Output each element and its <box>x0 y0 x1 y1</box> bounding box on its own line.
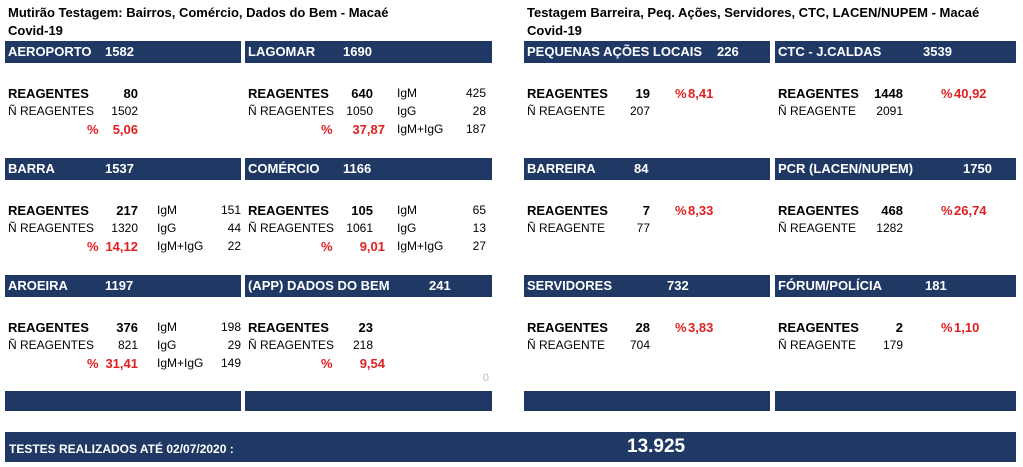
nao-reagentes-label: Ñ REAGENTE <box>527 104 606 118</box>
panel-total: 732 <box>667 278 689 293</box>
reagentes-label: REAGENTES <box>778 86 859 101</box>
igm-value: 151 <box>220 203 241 217</box>
panel-total: 1537 <box>105 161 134 176</box>
reagentes-value: 376 <box>116 320 138 335</box>
igm-label: IgM <box>157 320 178 334</box>
nao-reagentes-value: 1061 <box>346 221 373 235</box>
nao-reagentes-value: 218 <box>352 338 373 352</box>
panel-name: BARRA <box>8 161 55 176</box>
percent-value: 5,06 <box>112 122 138 137</box>
panel-header <box>5 158 241 180</box>
reagentes-value: 640 <box>351 86 373 101</box>
panel-total: 1197 <box>105 278 134 293</box>
percent-symbol: % <box>675 203 687 218</box>
nao-reagentes-label: Ñ REAGENTES <box>248 104 335 118</box>
panel-name: BARREIRA <box>527 161 596 176</box>
nao-reagentes-value: 704 <box>629 338 650 352</box>
percent-symbol: % <box>321 122 333 137</box>
right-title: Testagem Barreira, Peq. Ações, Servidores, CTC, LACEN/NUPEM - Macaé <box>527 5 980 20</box>
nao-reagentes-label: Ñ REAGENTE <box>527 221 606 235</box>
percent-value: 8,41 <box>688 86 714 101</box>
nao-reagentes-value: 1502 <box>111 104 138 118</box>
igg-label: IgG <box>397 104 417 118</box>
panel-ctc-j-caldas <box>775 41 1016 153</box>
total-bar <box>5 432 1016 462</box>
panel-com-rcio <box>245 158 492 270</box>
panel-header <box>524 275 770 297</box>
percent-symbol: % <box>321 356 333 371</box>
igg-label: IgG <box>397 221 417 235</box>
panel-total: 3539 <box>923 44 952 59</box>
reagentes-value: 2 <box>895 320 903 335</box>
right-subtitle: Covid-19 <box>527 23 582 38</box>
left-subtitle: Covid-19 <box>8 23 63 38</box>
reagentes-label: REAGENTES <box>248 203 329 218</box>
reagentes-label: REAGENTES <box>778 320 859 335</box>
percent-value: 31,41 <box>105 356 138 371</box>
nao-reagentes-label: Ñ REAGENTES <box>8 104 95 118</box>
panel-name: (APP) DADOS DO BEM <box>248 278 390 293</box>
igm-igg-value: 27 <box>472 239 486 253</box>
igg-label: IgG <box>157 221 177 235</box>
panel-app-dados-do-bem <box>245 275 492 387</box>
percent-value: 9,54 <box>359 356 385 371</box>
igg-label: IgG <box>157 338 177 352</box>
panel-name: AEROPORTO <box>8 44 92 59</box>
percent-symbol: % <box>87 356 99 371</box>
reagentes-label: REAGENTES <box>248 86 329 101</box>
panel-header <box>775 158 1016 180</box>
panel-total: 181 <box>925 278 947 293</box>
panel-header <box>775 275 1016 297</box>
panel-total: 1690 <box>343 44 372 59</box>
nao-reagentes-label: Ñ REAGENTE <box>778 338 857 352</box>
nao-reagentes-label: Ñ REAGENTES <box>248 338 335 352</box>
percent-value: 1,10 <box>954 320 980 335</box>
reagentes-label: REAGENTES <box>527 203 608 218</box>
reagentes-label: REAGENTES <box>8 203 89 218</box>
percent-symbol: % <box>675 320 687 335</box>
panel-pequenas-a-es-locais <box>524 41 770 153</box>
igm-value: 65 <box>472 203 486 217</box>
nao-reagentes-label: Ñ REAGENTES <box>8 221 95 235</box>
percent-value: 3,83 <box>688 320 714 335</box>
percent-value: 37,87 <box>352 122 385 137</box>
igm-igg-value: 22 <box>227 239 241 253</box>
panel-header <box>245 275 492 297</box>
nao-reagentes-value: 179 <box>882 338 903 352</box>
percent-symbol: % <box>675 86 687 101</box>
panel-header <box>524 41 770 63</box>
panel-aroeira <box>5 275 241 387</box>
panel-lagomar <box>245 41 492 153</box>
panel-name: SERVIDORES <box>527 278 613 293</box>
footer-bar-1 <box>5 391 241 411</box>
igm-igg-label: IgM+IgG <box>157 239 204 253</box>
percent-symbol: % <box>321 239 333 254</box>
panel-name: PEQUENAS AÇÕES LOCAIS <box>527 44 703 59</box>
nao-reagentes-value: 821 <box>117 338 138 352</box>
reagentes-value: 28 <box>635 320 650 335</box>
nao-reagentes-value: 77 <box>636 221 650 235</box>
footer-bar-3 <box>524 391 770 411</box>
igm-igg-label: IgM+IgG <box>397 239 444 253</box>
percent-value: 9,01 <box>359 239 385 254</box>
igm-label: IgM <box>397 203 418 217</box>
nao-reagentes-label: Ñ REAGENTE <box>778 221 857 235</box>
igg-value: 28 <box>472 104 486 118</box>
nao-reagentes-label: Ñ REAGENTE <box>527 338 606 352</box>
total-value: 13.925 <box>627 436 686 457</box>
total-label: TESTES REALIZADOS ATÉ 02/07/2020 : <box>9 442 234 456</box>
left-title: Mutirão Testagem: Bairros, Comércio, Dados do Bem - Macaé <box>8 5 389 20</box>
reagentes-value: 217 <box>116 203 138 218</box>
reagentes-value: 23 <box>358 320 373 335</box>
igg-value: 29 <box>227 338 241 352</box>
reagentes-value: 105 <box>351 203 373 218</box>
panel-header <box>524 158 770 180</box>
panel-total: 1582 <box>105 44 134 59</box>
percent-value: 26,74 <box>954 203 987 218</box>
reagentes-label: REAGENTES <box>527 320 608 335</box>
reagentes-label: REAGENTES <box>248 320 329 335</box>
panel-name: PCR (LACEN/NUPEM) <box>778 161 914 176</box>
reagentes-value: 1448 <box>874 86 903 101</box>
panel-total: 1166 <box>343 161 372 176</box>
footer-bar-4 <box>775 391 1016 411</box>
igg-value: 13 <box>472 221 486 235</box>
reagentes-value: 80 <box>123 86 138 101</box>
reagentes-value: 7 <box>642 203 650 218</box>
nao-reagentes-label: Ñ REAGENTES <box>8 338 95 352</box>
panel-servidores <box>524 275 770 387</box>
reagentes-label: REAGENTES <box>527 86 608 101</box>
percent-value: 14,12 <box>105 239 138 254</box>
igm-igg-value: 149 <box>220 356 241 370</box>
nao-reagentes-value: 1050 <box>346 104 373 118</box>
reagentes-value: 19 <box>635 86 650 101</box>
panel-total: 84 <box>634 161 649 176</box>
footer-bar-2 <box>245 391 492 411</box>
panel-header <box>245 158 492 180</box>
reagentes-label: REAGENTES <box>778 203 859 218</box>
panel-header <box>245 41 492 63</box>
panel-barreira <box>524 158 770 270</box>
percent-value: 8,33 <box>688 203 714 218</box>
igm-label: IgM <box>157 203 178 217</box>
igm-igg-label: IgM+IgG <box>397 122 444 136</box>
igm-igg-value: 187 <box>465 122 486 136</box>
panel-name: LAGOMAR <box>248 44 316 59</box>
panel-header <box>775 41 1016 63</box>
panel-total: 241 <box>429 278 451 293</box>
panel-pcr-lacen-nupem <box>775 158 1016 270</box>
panel-aeroporto <box>5 41 241 153</box>
percent-symbol: % <box>941 86 953 101</box>
percent-symbol: % <box>87 239 99 254</box>
igm-igg-label: IgM+IgG <box>157 356 204 370</box>
igm-label: IgM <box>397 86 418 100</box>
percent-symbol: % <box>87 122 99 137</box>
panel-header <box>5 41 241 63</box>
panel-header <box>5 275 241 297</box>
panel-name: FÓRUM/POLÍCIA <box>778 278 882 293</box>
percent-value: 40,92 <box>954 86 987 101</box>
percent-symbol: % <box>941 320 953 335</box>
panel-total: 1750 <box>963 161 992 176</box>
panel-barra <box>5 158 241 270</box>
igm-value: 198 <box>220 320 241 334</box>
reagentes-value: 468 <box>881 203 903 218</box>
empty-cell-value: 0 <box>482 372 489 384</box>
panel-f-rum-pol-cia <box>775 275 1016 387</box>
igm-value: 425 <box>465 86 486 100</box>
panel-total: 226 <box>717 44 739 59</box>
igg-value: 44 <box>227 221 241 235</box>
panel-name: COMÉRCIO <box>248 161 320 176</box>
reagentes-label: REAGENTES <box>8 86 89 101</box>
nao-reagentes-value: 2091 <box>876 104 903 118</box>
nao-reagentes-label: Ñ REAGENTE <box>778 104 857 118</box>
reagentes-label: REAGENTES <box>8 320 89 335</box>
nao-reagentes-value: 207 <box>629 104 650 118</box>
panel-name: CTC - J.CALDAS <box>778 44 882 59</box>
percent-symbol: % <box>941 203 953 218</box>
panel-name: AROEIRA <box>8 278 68 293</box>
nao-reagentes-value: 1282 <box>876 221 903 235</box>
nao-reagentes-value: 1320 <box>111 221 138 235</box>
nao-reagentes-label: Ñ REAGENTES <box>248 221 335 235</box>
